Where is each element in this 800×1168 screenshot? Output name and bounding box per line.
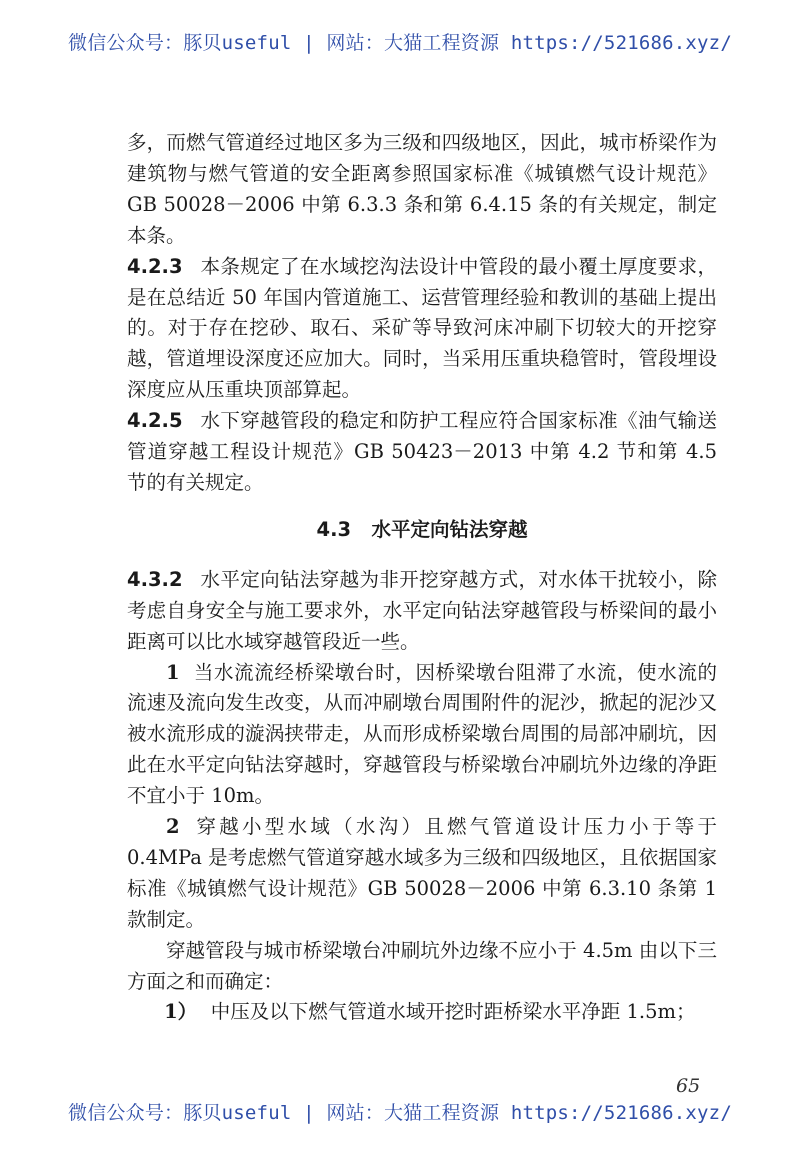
page-number: 65 <box>676 1075 701 1097</box>
watermark-top: 微信公众号：豚贝useful | 网站：大猫工程资源 https://521686.xyz/ <box>68 32 732 54</box>
paragraph-text: 穿越管段与城市桥梁墩台冲刷坑外边缘不应小于 4.5m 由以下三方面之和而确定： <box>127 938 717 993</box>
paragraph: 多，而燃气管道经过地区多为三级和四级地区，因此，城市桥梁作为建筑物与燃气管道的安全距离参照国家标准《城镇燃气设计规范》GB 50028－2006 中第 6.3.3 条和第 6.4.15 条的有关规定，制定本条。 <box>127 131 717 247</box>
sub-item-text: 中压及以下燃气管道水域开挖时距桥梁水平净距 1.5m； <box>210 1000 696 1024</box>
sub-item-paragraph <box>127 997 717 1028</box>
item-text: 穿越小型水域（水沟）且燃气管道设计压力小于等于 0.4MPa 是考虑燃气管道穿越水域多为三级和四级地区，且依据国家标准《城镇燃气设计规范》GB 50028－2006 中第 6.3.10 条第 1 款制定。 <box>127 815 717 931</box>
paragraph <box>127 936 717 998</box>
section-number: 4.3 <box>316 517 352 541</box>
clause-number: 4.2.3 <box>127 254 183 278</box>
clause-text: 水下穿越管段的稳定和防护工程应符合国家标准《油气输送管道穿越工程设计规范》GB 50423－2013 中第 4.2 节和第 4.5 节的有关规定。 <box>127 409 717 494</box>
item-paragraph <box>127 658 717 813</box>
item-number: 2 <box>166 815 180 839</box>
item-text: 当水流流经桥梁墩台时，因桥梁墩台阻滞了水流，使水流的流速及流向发生改变，从而冲刷墩台周围附件的泥沙，掀起的泥沙又被水流形成的漩涡挟带走，从而形成桥梁墩台周围的局部冲刷坑，因此在水平定向钻法穿越时，穿越管段与桥梁墩台冲刷坑外边缘的净距不宜小于 10m。 <box>127 660 717 808</box>
clause-number: 4.3.2 <box>127 567 183 591</box>
item-number: 1 <box>166 660 180 684</box>
clause-paragraph <box>127 565 717 658</box>
sub-item-number: 1） <box>164 1000 198 1024</box>
clause-number: 4.2.5 <box>127 409 183 433</box>
section-title: 水平定向钻法穿越 <box>371 517 528 541</box>
clause-paragraph <box>127 252 717 407</box>
section-heading <box>127 515 717 546</box>
item-paragraph <box>127 812 717 936</box>
document-body <box>127 128 717 1028</box>
clause-paragraph <box>127 406 717 499</box>
watermark-bottom: 微信公众号：豚贝useful | 网站：大猫工程资源 https://521686.xyz/ <box>68 1102 732 1124</box>
clause-text: 水平定向钻法穿越为非开挖穿越方式，对水体干扰较小，除考虑自身安全与施工要求外，水平定向钻法穿越管段与桥梁间的最小距离可以比水域穿越管段近一些。 <box>127 567 717 653</box>
clause-text: 本条规定了在水域挖沟法设计中管段的最小覆土厚度要求，是在总结近 50 年国内管道施工、运营管理经验和教训的基础上提出的。对于存在挖砂、取石、采矿等导致河床冲刷下切较大的开挖穿越，管道埋设深度还应加大。同时，当采用压重块稳管时，管段埋设深度应从压重块顶部算起。 <box>127 254 717 402</box>
